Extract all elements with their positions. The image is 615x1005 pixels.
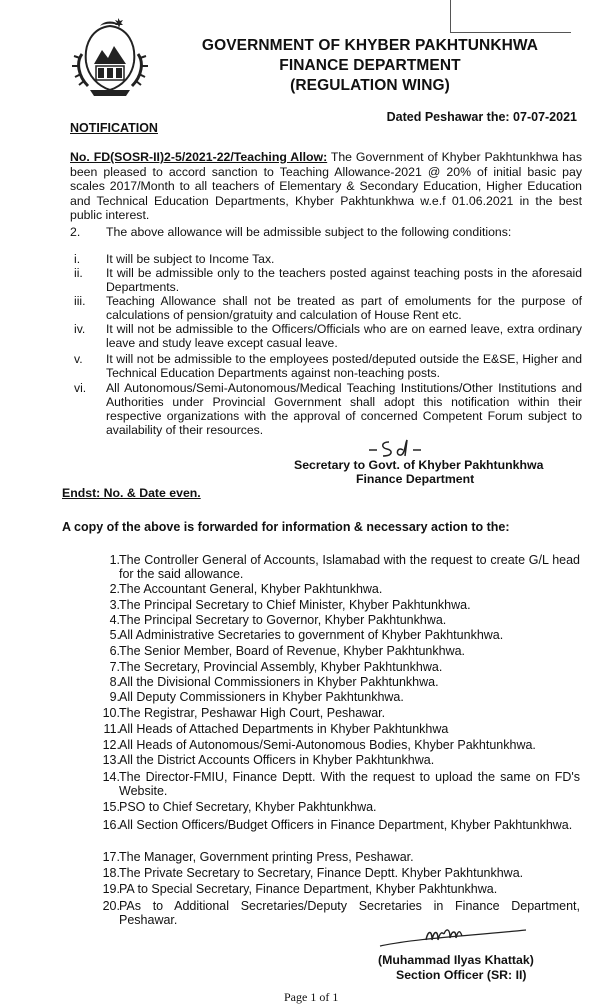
list-item [98, 613, 580, 627]
page-number: Page 1 of 1 [284, 990, 339, 1004]
list-item [98, 690, 580, 704]
list-item [98, 582, 580, 596]
list-number: 7. [109, 660, 120, 674]
secretary-title: Secretary to Govt. of Khyber Pakhtunkhwa [294, 458, 544, 472]
condition-item [70, 252, 582, 266]
notification-body: The Government of Khyber Pakhtunkhwa has been pleased to accord sanction to Teaching Allowance-2021 @ 20% of initial basic pay scales 2017/Month to all teachers of Elementary & Secondary Education, Higher Education and Technical Education Departments, Khyber Pakhtunkhwa w.e.f 01.06.2021 in the best public interest. [70, 150, 582, 223]
condition-text: Teaching Allowance shall not be treated as part of emoluments for the purpose of calculations of pension/gratuity and calculation of House Rent etc. [106, 294, 582, 322]
list-text: All Administrative Secretaries to government of Khyber Pakhtunkhwa. [119, 628, 504, 642]
list-text: The Director-FMIU, Finance Deptt. With the request to upload the same on FD's Website. [119, 770, 580, 798]
list-item [98, 644, 580, 658]
list-number: 14. [102, 770, 120, 784]
list-item [98, 770, 580, 798]
paragraph-number: 2. [70, 225, 81, 239]
header-department: FINANCE DEPARTMENT [279, 57, 461, 74]
condition-number: ii. [74, 266, 83, 280]
list-text: The Principal Secretary to Chief Minister, Khyber Pakhtunkhwa. [119, 598, 471, 612]
notification-paragraph [70, 150, 582, 223]
list-number: 19. [102, 882, 120, 896]
list-text: PA to Special Secretary, Finance Department, Khyber Pakhtunkhwa. [119, 882, 498, 896]
list-number: 1. [109, 553, 120, 567]
list-number: 12. [102, 738, 120, 752]
notification-reference: No. FD(SOSR-II)2-5/2021-22/Teaching Allow: [70, 150, 328, 164]
list-text: All Heads of Attached Departments in Khyber Pakhtunkhwa [119, 722, 449, 736]
list-item [98, 882, 580, 896]
list-text: PAs to Additional Secretaries/Deputy Secretaries in Finance Department, Peshawar. [119, 899, 580, 927]
list-number: 11. [103, 722, 120, 736]
condition-text: It will be admissible only to the teachers posted against teaching posts in the aforesaid Departments. [106, 266, 582, 294]
list-number: 18. [102, 866, 120, 880]
list-item [98, 598, 580, 612]
list-item [98, 800, 580, 814]
condition-item [70, 381, 582, 437]
list-number: 15. [102, 800, 120, 814]
condition-number: v. [74, 352, 83, 366]
list-item [98, 738, 580, 752]
list-number: 16. [102, 818, 120, 832]
list-text: All Heads of Autonomous/Semi-Autonomous Bodies, Khyber Pakhtunkhwa. [119, 738, 536, 752]
list-text: The Controller General of Accounts, Islamabad with the request to create G/L head for the said allowance. [119, 553, 580, 581]
list-text: All the Divisional Commissioners in Khyber Pakhtunkhwa. [119, 675, 439, 689]
list-item [98, 866, 580, 880]
list-text: The Senior Member, Board of Revenue, Khyber Pakhtunkhwa. [119, 644, 466, 658]
corner-mark [450, 0, 571, 33]
condition-text: It will be subject to Income Tax. [106, 252, 275, 266]
list-number: 13. [102, 753, 120, 767]
list-number: 6. [109, 644, 120, 658]
list-number: 10. [102, 706, 120, 720]
header-wing: (REGULATION WING) [290, 77, 450, 94]
list-text: All the District Accounts Officers in Khyber Pakhtunkhwa. [119, 753, 435, 767]
header-government: GOVERNMENT OF KHYBER PAKHTUNKHWA [201, 37, 539, 54]
list-item [98, 660, 580, 674]
list-text: All Section Officers/Budget Officers in Finance Department, Khyber Pakhtunkhwa. [119, 818, 573, 832]
condition-text: It will not be admissible to the employees posted/deputed outside the E&SE, Higher and Technical Education Departments against non-teaching posts. [106, 352, 582, 380]
list-item [98, 553, 580, 581]
section-officer-title: Section Officer (SR: II) [396, 968, 527, 982]
list-number: 4. [109, 613, 120, 627]
list-text: The Principal Secretary to Governor, Khyber Pakhtunkhwa. [119, 613, 447, 627]
list-text: PSO to Chief Secretary, Khyber Pakhtunkhwa. [119, 800, 377, 814]
condition-text: All Autonomous/Semi-Autonomous/Medical Teaching Institutions/Other Institutions and Authorities under Provincial Government shall adopt this notification within their respective organizations with the approval of concerned Competent Forum subject to availability of their resources. [106, 381, 582, 437]
list-item [98, 722, 580, 736]
list-text: The Accountant General, Khyber Pakhtunkhwa. [119, 582, 383, 596]
condition-item [70, 322, 582, 350]
list-item [98, 850, 580, 864]
section-officer-name: (Muhammad Ilyas Khattak) [378, 953, 534, 967]
condition-item [70, 352, 582, 380]
list-text: All Deputy Commissioners in Khyber Pakhtunkhwa. [119, 690, 404, 704]
list-number: 9. [109, 690, 120, 704]
list-number: 2. [109, 582, 120, 596]
list-text: The Registrar, Peshawar High Court, Peshawar. [119, 706, 386, 720]
condition-number: vi. [74, 381, 87, 395]
notification-label: NOTIFICATION [70, 121, 158, 135]
secretary-department: Finance Department [356, 472, 475, 486]
conditions-intro-text: The above allowance will be admissible subject to the following conditions: [106, 225, 512, 239]
list-item [98, 706, 580, 720]
list-number: 17. [102, 850, 120, 864]
condition-item [70, 294, 582, 322]
endorsement-line: Endst: No. & Date even. [62, 486, 201, 500]
condition-text: It will not be admissible to the Officers/Officials who are on earned leave, extra ordinary leave and study leave except casual leave. [106, 322, 582, 350]
conditions-intro [70, 225, 582, 240]
kp-government-emblem-icon [62, 14, 158, 100]
condition-item [70, 266, 582, 294]
list-number: 3. [109, 598, 120, 612]
list-text: The Private Secretary to Secretary, Finance Deptt. Khyber Pakhtunkhwa. [119, 866, 524, 880]
list-item [98, 628, 580, 642]
list-text: The Secretary, Provincial Assembly, Khyber Pakhtunkhwa. [119, 660, 443, 674]
list-number: 5. [109, 628, 120, 642]
list-number: 8. [109, 675, 120, 689]
list-item [98, 818, 580, 846]
copy-forwarded-line: A copy of the above is forwarded for information & necessary action to the: [62, 520, 510, 534]
list-item [98, 753, 580, 767]
list-text: The Manager, Government printing Press, Peshawar. [119, 850, 414, 864]
list-number: 20. [102, 899, 120, 913]
condition-number: iv. [74, 322, 86, 336]
condition-number: i. [74, 252, 81, 266]
dated-line: Dated Peshawar the: 07-07-2021 [386, 110, 577, 124]
list-item [98, 675, 580, 689]
condition-number: iii. [74, 294, 86, 308]
section-officer-signature-icon [378, 920, 528, 950]
